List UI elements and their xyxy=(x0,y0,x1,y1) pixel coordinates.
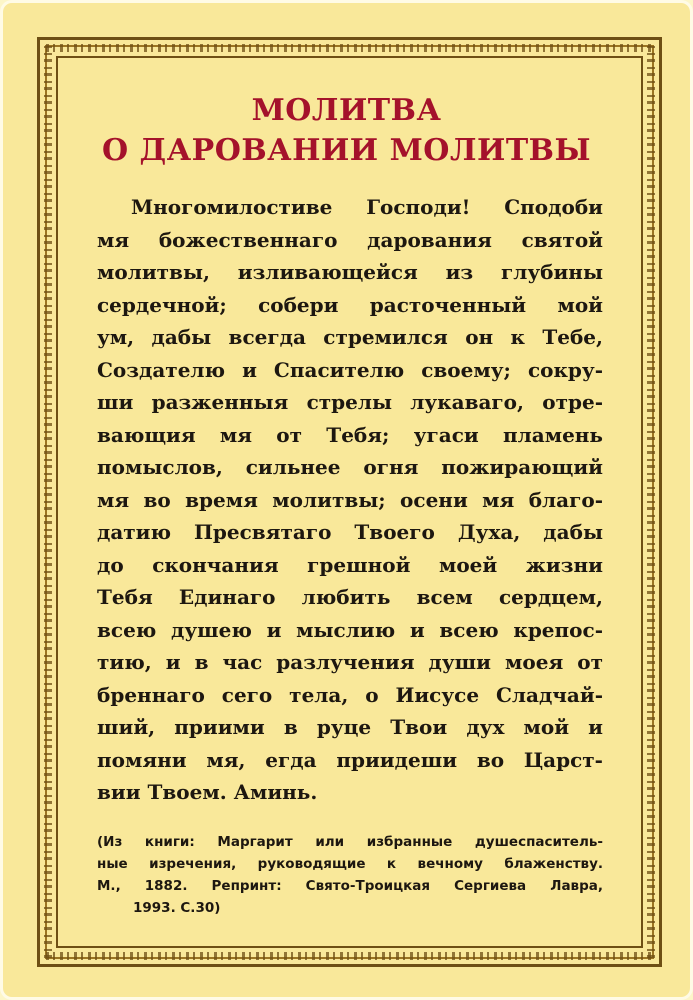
ornament-bottom xyxy=(46,952,653,960)
source-line: ные изречения, руководящие к вечному блаженству. xyxy=(97,856,603,872)
prayer-line: Тебя Единаго любить всем сердцем, xyxy=(97,585,603,609)
prayer-line: датию Пресвятаго Твоего Духа, дабы xyxy=(97,520,603,544)
prayer-line: молитвы, изливающейся из глубины xyxy=(97,260,603,284)
source-citation xyxy=(97,831,603,919)
prayer-line: Многомилостиве Господи! Сподоби xyxy=(131,195,603,219)
source-line: (Из книги: Маргарит или избранные душеспаситель- xyxy=(97,834,603,850)
prayer-line: до скончания грешной моей жизни xyxy=(97,552,603,577)
prayer-line: сердечной; собери расточенный мой xyxy=(97,292,603,317)
prayer-line: ум, дабы всегда стремился он к Тебе, xyxy=(97,325,603,349)
source-line: М., 1882. Репринт: Свято-Троицкая Сергиева Лавра, xyxy=(97,878,603,894)
prayer-line: ший, приими в руце Твои дух мой и xyxy=(97,715,603,739)
prayer-line: мя божественнаго дарования святой xyxy=(97,227,603,252)
prayer-text xyxy=(97,191,603,809)
prayer-line: помяни мя, егда приидеши во Царст- xyxy=(97,747,603,772)
prayer-line: помыслов, сильнее огня пожирающий xyxy=(97,455,603,479)
prayer-line: вающия мя от Тебя; угаси пламень xyxy=(97,422,603,447)
title-line-1: МОЛИТВА xyxy=(251,93,442,128)
prayer-line: Создателю и Спасителю своему; сокру- xyxy=(97,357,603,382)
ornament-right xyxy=(647,46,655,958)
prayer-line: всею душею и мыслию и всею крепос- xyxy=(97,617,603,642)
ornament-top xyxy=(46,44,653,52)
prayer-line: тию, и в час разлучения души моея от xyxy=(97,650,603,674)
prayer-line: ши разженныя стрелы лукаваго, отре- xyxy=(97,390,603,414)
prayer-title xyxy=(73,91,620,171)
prayer-line: мя во время молитвы; осени мя благо- xyxy=(97,487,603,512)
ornament-left xyxy=(44,46,52,958)
title-line-2: О ДАРОВАНИИ МОЛИТВЫ xyxy=(101,133,592,168)
prayer-line: вии Твоем. Аминь. xyxy=(97,780,318,804)
prayer-line: бреннаго сего тела, о Иисусе Сладчай- xyxy=(97,682,603,707)
source-line: 1993. С.30) xyxy=(133,900,221,916)
